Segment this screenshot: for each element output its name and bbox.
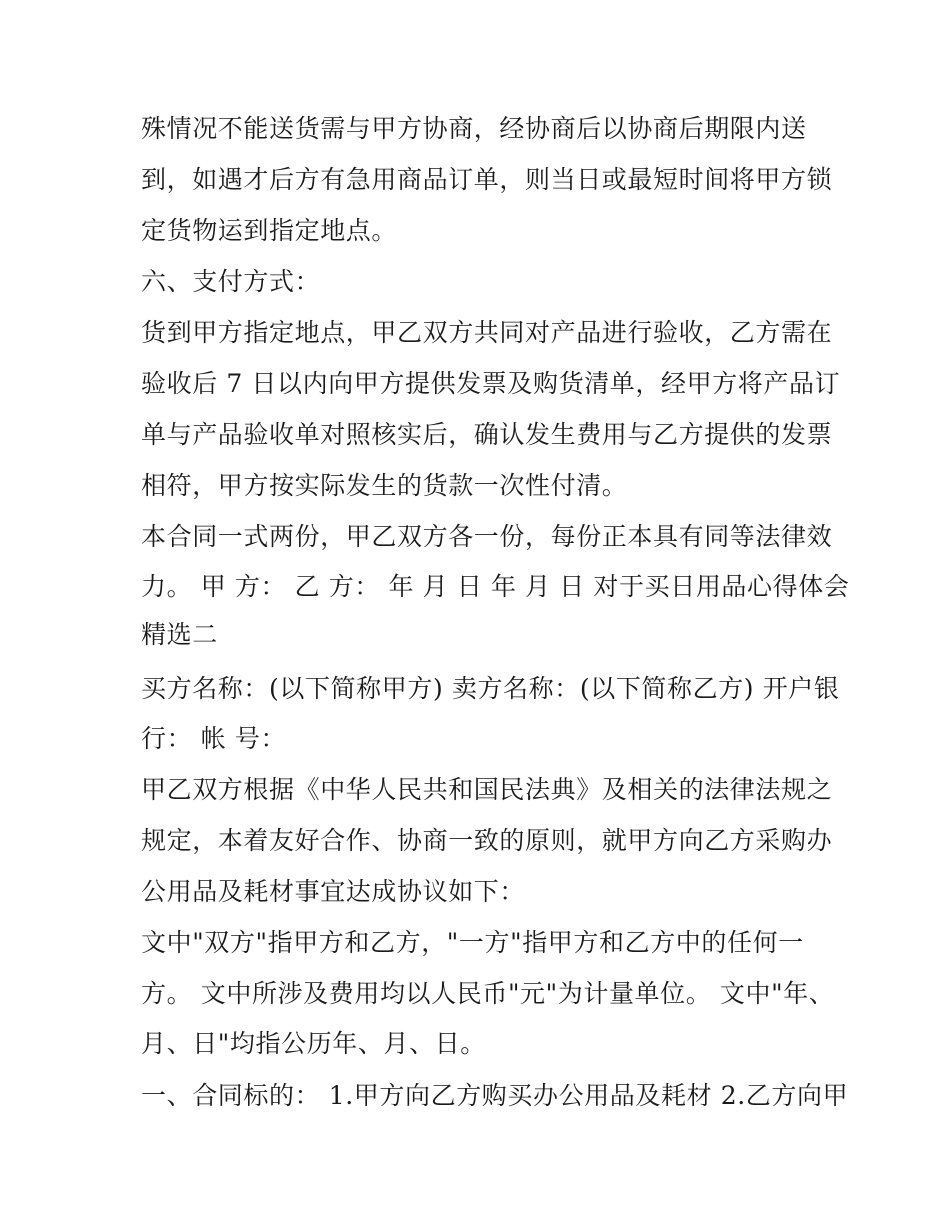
text-line: 行： 帐 号：	[141, 724, 287, 753]
text-line: 到，如遇才后方有急用商品订单，则当日或最短时间将甲方锁	[141, 165, 833, 194]
text-line: 文中"双方"指甲方和乙方，"一方"指甲方和乙方中的任何一	[141, 928, 804, 957]
text-line: 力。 甲 方： 乙 方： 年 月 日 年 月 日 对于买日用品心得体会	[141, 572, 850, 601]
text-line: 相符，甲方按实际发生的货款一次性付清。	[141, 471, 628, 500]
text-line: 定货物运到指定地点。	[141, 216, 398, 245]
text-line: 甲乙双方根据《中华人民共和国民法典》及相关的法律法规之	[141, 775, 833, 804]
text-line: 公用品及耗材事宜达成协议如下：	[141, 877, 526, 906]
section-heading: 六、支付方式：	[141, 267, 321, 296]
text-line: 货到甲方指定地点，甲乙双方共同对产品进行验收，乙方需在	[141, 318, 833, 347]
text-line: 单与产品验收单对照核实后，确认发生费用与乙方提供的发票	[141, 420, 833, 449]
text-line: 买方名称：(以下简称甲方) 卖方名称：(以下简称乙方) 开户银	[141, 674, 840, 703]
text-line: 方。 文中所涉及费用均以人民币"元"为计量单位。 文中"年、	[141, 979, 835, 1008]
text-line: 验收后 7 日以内向甲方提供发票及购货清单，经甲方将产品订	[141, 369, 841, 398]
text-line: 规定，本着友好合作、协商一致的原则，就甲方向乙方采购办	[141, 826, 833, 855]
text-line: 殊情况不能送货需与甲方协商，经协商后以协商后期限内送	[141, 114, 807, 143]
text-line: 月、日"均指公历年、月、日。	[141, 1029, 486, 1058]
text-line: 精选二	[141, 620, 218, 649]
text-line: 一、合同标的： 1.甲方向乙方购买办公用品及耗材 2.乙方向甲	[141, 1081, 849, 1110]
text-line: 本合同一式两份，甲乙双方各一份，每份正本具有同等法律效	[141, 522, 833, 551]
